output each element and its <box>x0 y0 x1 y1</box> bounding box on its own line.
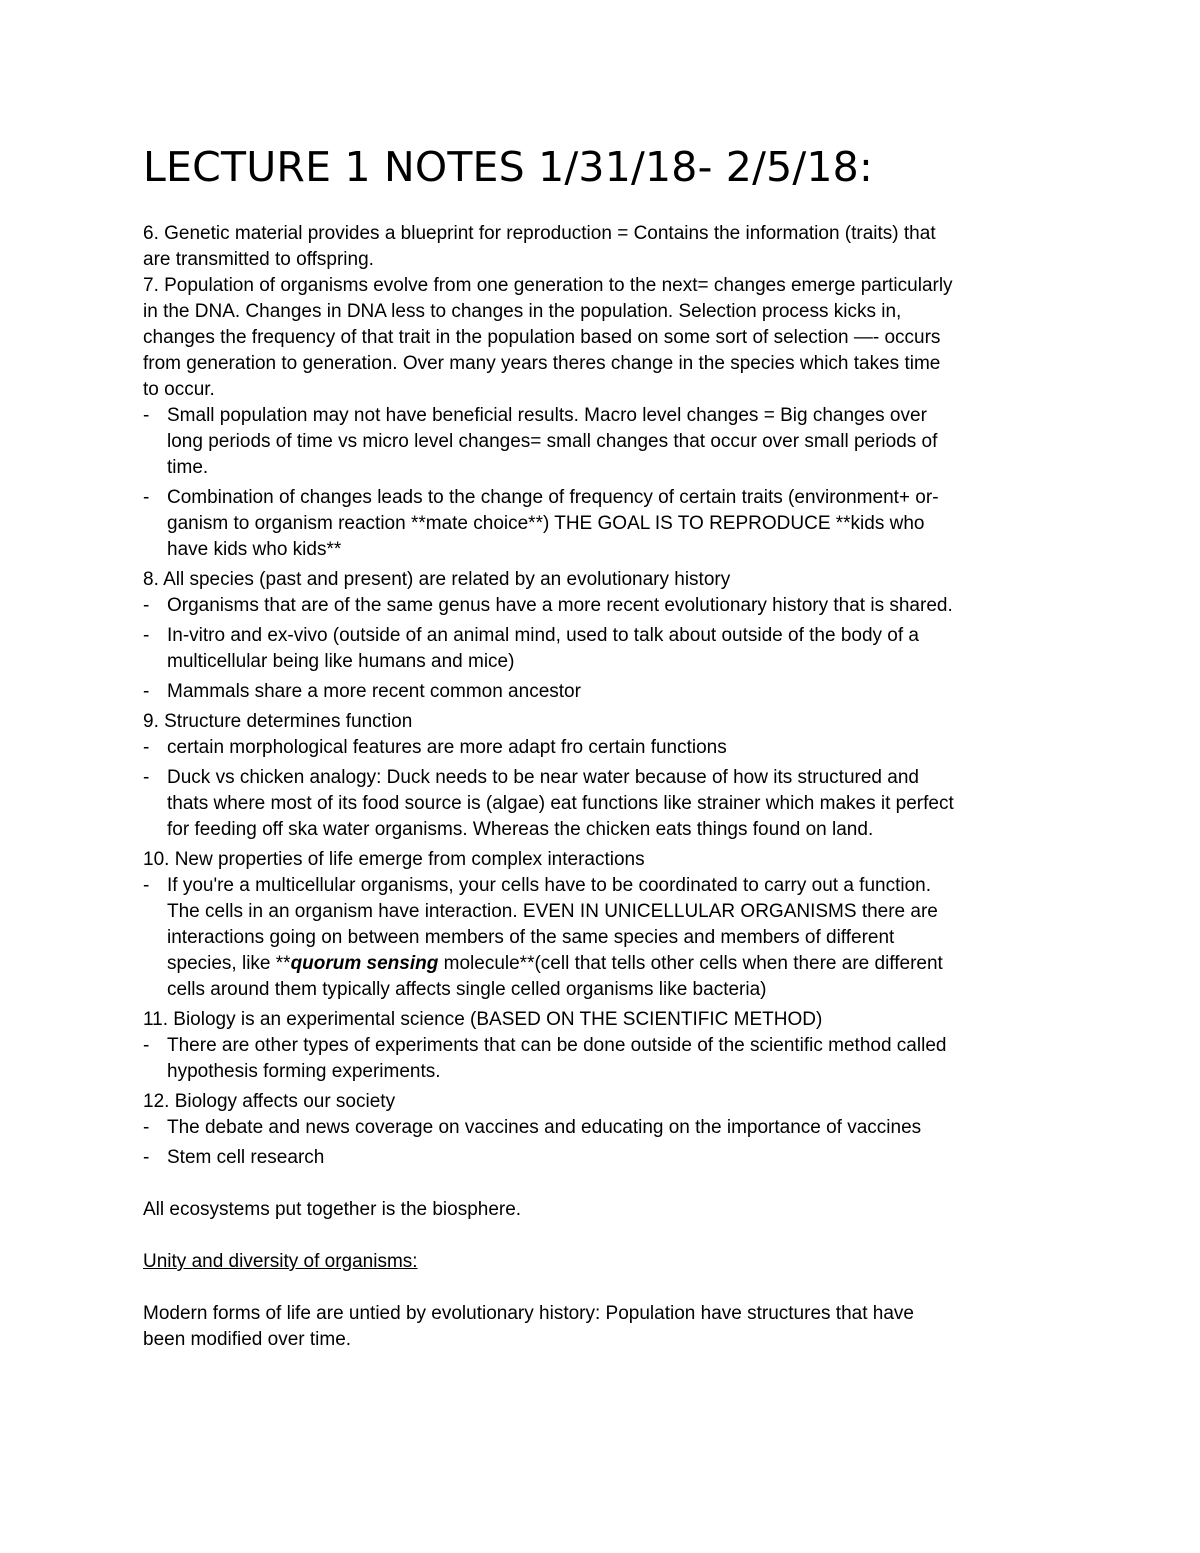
text-line: Modern forms of life are untied by evolutionary history: Population have structures that have <box>143 1303 914 1324</box>
bullet-same-genus <box>143 593 1063 619</box>
item-11: 11. Biology is an experimental science (BASED ON THE SCIENTIFIC METHOD) <box>143 1009 823 1030</box>
bullet-small-population <box>143 403 1063 481</box>
text-line: from generation to generation. Over many years theres change in the species which takes time <box>143 353 941 374</box>
biosphere-statement: All ecosystems put together is the biosphere. <box>143 1199 522 1220</box>
text-line: The cells in an organism have interaction. EVEN IN UNICELLULAR ORGANISMS there are <box>167 901 938 922</box>
text-line <box>167 951 1063 977</box>
bullet-dash: - <box>143 625 150 646</box>
text-line: Mammals share a more recent common ancestor <box>167 681 581 702</box>
notes-body <box>143 221 1063 1353</box>
text-line: for feeding off ska water organisms. Whereas the chicken eats things found on land. <box>167 819 874 840</box>
text-line: hypothesis forming experiments. <box>167 1061 441 1082</box>
bullet-dash: - <box>143 1117 150 1138</box>
text-line: thats where most of its food source is (algae) eat functions like strainer which makes it perfect <box>167 793 954 814</box>
text-line: Small population may not have beneficial results. Macro level changes = Big changes over <box>167 405 927 426</box>
text-line: Stem cell research <box>167 1147 325 1168</box>
item-6 <box>143 221 1063 273</box>
item-7 <box>143 273 1063 403</box>
text-line: Combination of changes leads to the change of frequency of certain traits (environment+ or- <box>167 487 939 508</box>
bullet-dash: - <box>143 1035 150 1056</box>
text-line: multicellular being like humans and mice) <box>167 651 515 672</box>
item-8: 8. All species (past and present) are related by an evolutionary history <box>143 569 731 590</box>
bullet-dash: - <box>143 875 150 896</box>
text-line: changes the frequency of that trait in the population based on some sort of selection —- occurs <box>143 327 941 348</box>
item-10: 10. New properties of life emerge from complex interactions <box>143 849 645 870</box>
modern-forms-paragraph <box>143 1301 1063 1353</box>
text-line: cells around them typically affects single celled organisms like bacteria) <box>167 979 767 1000</box>
text-line: 7. Population of organisms evolve from one generation to the next= changes emerge particularly <box>143 275 953 296</box>
text-line: Duck vs chicken analogy: Duck needs to be near water because of how its structured and <box>167 767 919 788</box>
text-line: time. <box>167 457 209 478</box>
bullet-dash: - <box>143 405 150 426</box>
bullet-multicellular <box>143 873 1063 1003</box>
bullet-duck-vs-chicken <box>143 765 1063 843</box>
bullet-in-vitro <box>143 623 1063 675</box>
text-line: The debate and news coverage on vaccines and educating on the importance of vaccines <box>167 1117 922 1138</box>
text-line: There are other types of experiments that can be done outside of the scientific method called <box>167 1035 947 1056</box>
bullet-dash: - <box>143 681 150 702</box>
text-line: have kids who kids** <box>167 539 342 560</box>
bullet-dash: - <box>143 737 150 758</box>
text-run: species, like ** <box>167 953 291 974</box>
quorum-sensing-term: quorum sensing <box>290 953 439 974</box>
page-title: LECTURE 1 NOTES 1/31/18- 2/5/18: <box>143 143 873 191</box>
text-line: certain morphological features are more adapt fro certain functions <box>167 737 727 758</box>
text-line: are transmitted to offspring. <box>143 249 374 270</box>
text-line: to occur. <box>143 379 215 400</box>
bullet-dash: - <box>143 487 150 508</box>
item-9: 9. Structure determines function <box>143 711 413 732</box>
text-line: long periods of time vs micro level changes= small changes that occur over small periods of <box>167 431 938 452</box>
bullet-dash: - <box>143 1147 150 1168</box>
bullet-dash: - <box>143 595 150 616</box>
text-line: been modified over time. <box>143 1329 352 1350</box>
bullet-combination-of-changes <box>143 485 1063 563</box>
bullet-mammals <box>143 679 1063 705</box>
text-line: in the DNA. Changes in DNA less to changes in the population. Selection process kicks in, <box>143 301 902 322</box>
bullet-morphological-features <box>143 735 1063 761</box>
text-line: 6. Genetic material provides a blueprint for reproduction = Contains the information (traits) that <box>143 223 936 244</box>
unity-diversity-heading: Unity and diversity of organisms: <box>143 1251 418 1272</box>
bullet-vaccines <box>143 1115 1063 1141</box>
text-line: interactions going on between members of the same species and members of different <box>167 927 895 948</box>
bullet-stem-cell <box>143 1145 1063 1171</box>
text-line: If you're a multicellular organisms, your cells have to be coordinated to carry out a function. <box>167 875 932 896</box>
text-line: In-vitro and ex-vivo (outside of an animal mind, used to talk about outside of the body of a <box>167 625 919 646</box>
item-12: 12. Biology affects our society <box>143 1091 396 1112</box>
text-run: molecule**(cell that tells other cells when there are different <box>438 953 943 974</box>
bullet-other-experiments <box>143 1033 1063 1085</box>
text-line: Organisms that are of the same genus have a more recent evolutionary history that is shared. <box>167 595 953 616</box>
text-line: ganism to organism reaction **mate choice**) THE GOAL IS TO REPRODUCE **kids who <box>167 513 925 534</box>
bullet-dash: - <box>143 767 150 788</box>
